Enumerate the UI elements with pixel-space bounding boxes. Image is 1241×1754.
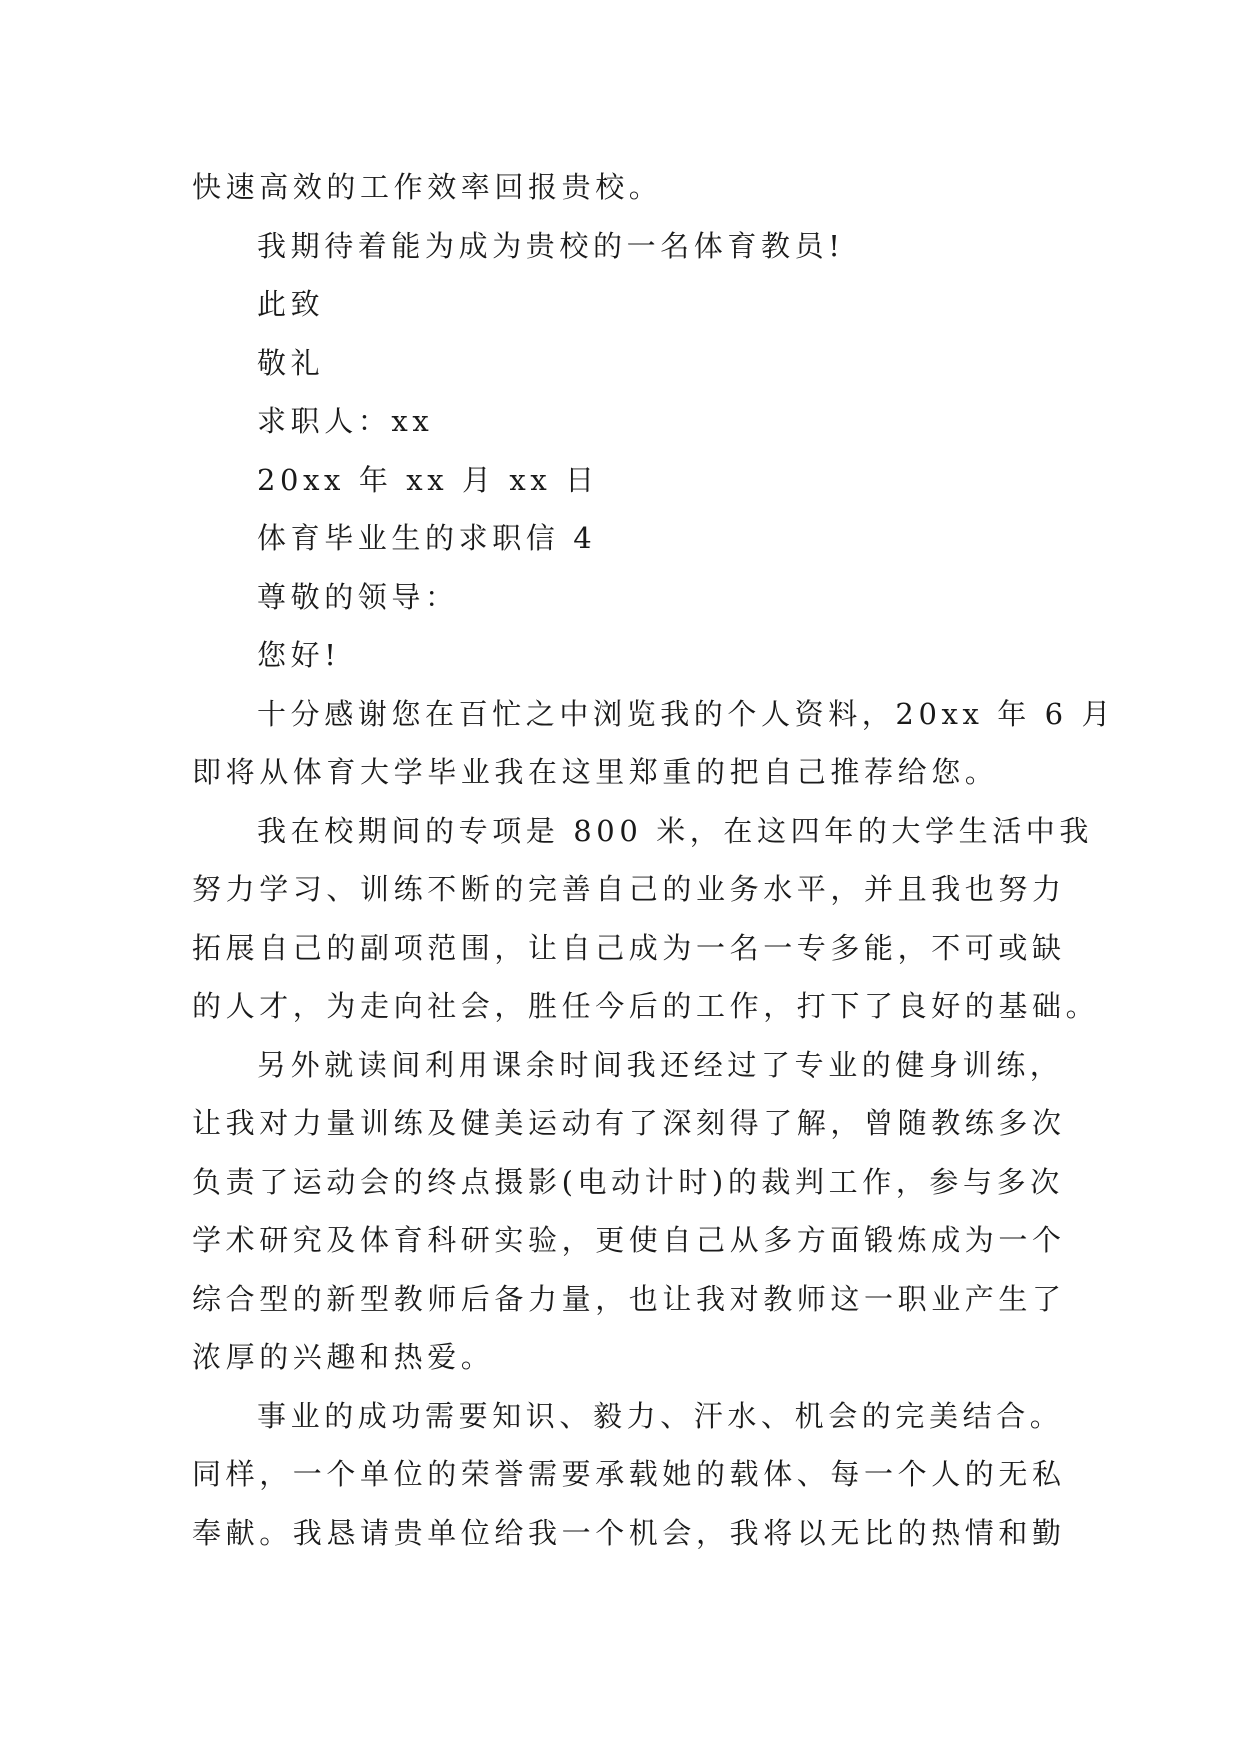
text-line: 拓展自己的副项范围，让自己成为一名一专多能，不可或缺 xyxy=(192,930,1066,965)
salutation: 尊敬的领导： xyxy=(257,579,459,614)
letter-heading: 体育毕业生的求职信 4 xyxy=(257,521,597,555)
text-line: 负责了运动会的终点摄影(电动计时)的裁判工作，参与多次 xyxy=(192,1164,1064,1199)
text-line: 即将从体育大学毕业我在这里郑重的把自己推荐给您。 xyxy=(192,755,999,789)
text-line: 另外就读间利用课余时间我还经过了专业的健身训练， xyxy=(257,1047,1064,1082)
letter-date: 20xx 年 xx 月 xx 日 xyxy=(257,462,599,497)
text-line: 的人才，为走向社会，胜任今后的工作，打下了良好的基础。 xyxy=(192,989,1100,1023)
text-line: 我期待着能为成为贵校的一名体育教员! xyxy=(257,228,845,263)
text-line: 十分感谢您在百忙之中浏览我的个人资料，20xx 年 6 月 xyxy=(257,696,1116,731)
text-line: 学术研究及体育科研实验，更使自己从多方面锻炼成为一个 xyxy=(192,1223,1066,1257)
closing-phrase: 此致 xyxy=(257,287,325,321)
text-line: 浓厚的兴趣和热爱。 xyxy=(192,1340,495,1374)
text-line: 奉献。我恳请贵单位给我一个机会，我将以无比的热情和勤 xyxy=(192,1515,1066,1550)
greeting: 您好! xyxy=(257,638,341,672)
text-line: 努力学习、训练不断的完善自己的业务水平，并且我也努力 xyxy=(192,872,1066,906)
closing-salute: 敬礼 xyxy=(257,345,325,380)
letter-body xyxy=(192,158,1116,1562)
text-line: 同样，一个单位的荣誉需要承载她的载体、每一个人的无私 xyxy=(192,1457,1066,1491)
text-line: 综合型的新型教师后备力量，也让我对教师这一职业产生了 xyxy=(192,1281,1066,1316)
text-line: 事业的成功需要知识、毅力、汗水、机会的完美结合。 xyxy=(257,1398,1064,1433)
applicant-signature: 求职人：xx xyxy=(257,404,434,438)
text-line: 我在校期间的专项是 800 米，在这四年的大学生活中我 xyxy=(257,813,1093,848)
text-line: 让我对力量训练及健美运动有了深刻得了解，曾随教练多次 xyxy=(192,1106,1066,1140)
text-line: 快速高效的工作效率回报贵校。 xyxy=(192,170,663,204)
